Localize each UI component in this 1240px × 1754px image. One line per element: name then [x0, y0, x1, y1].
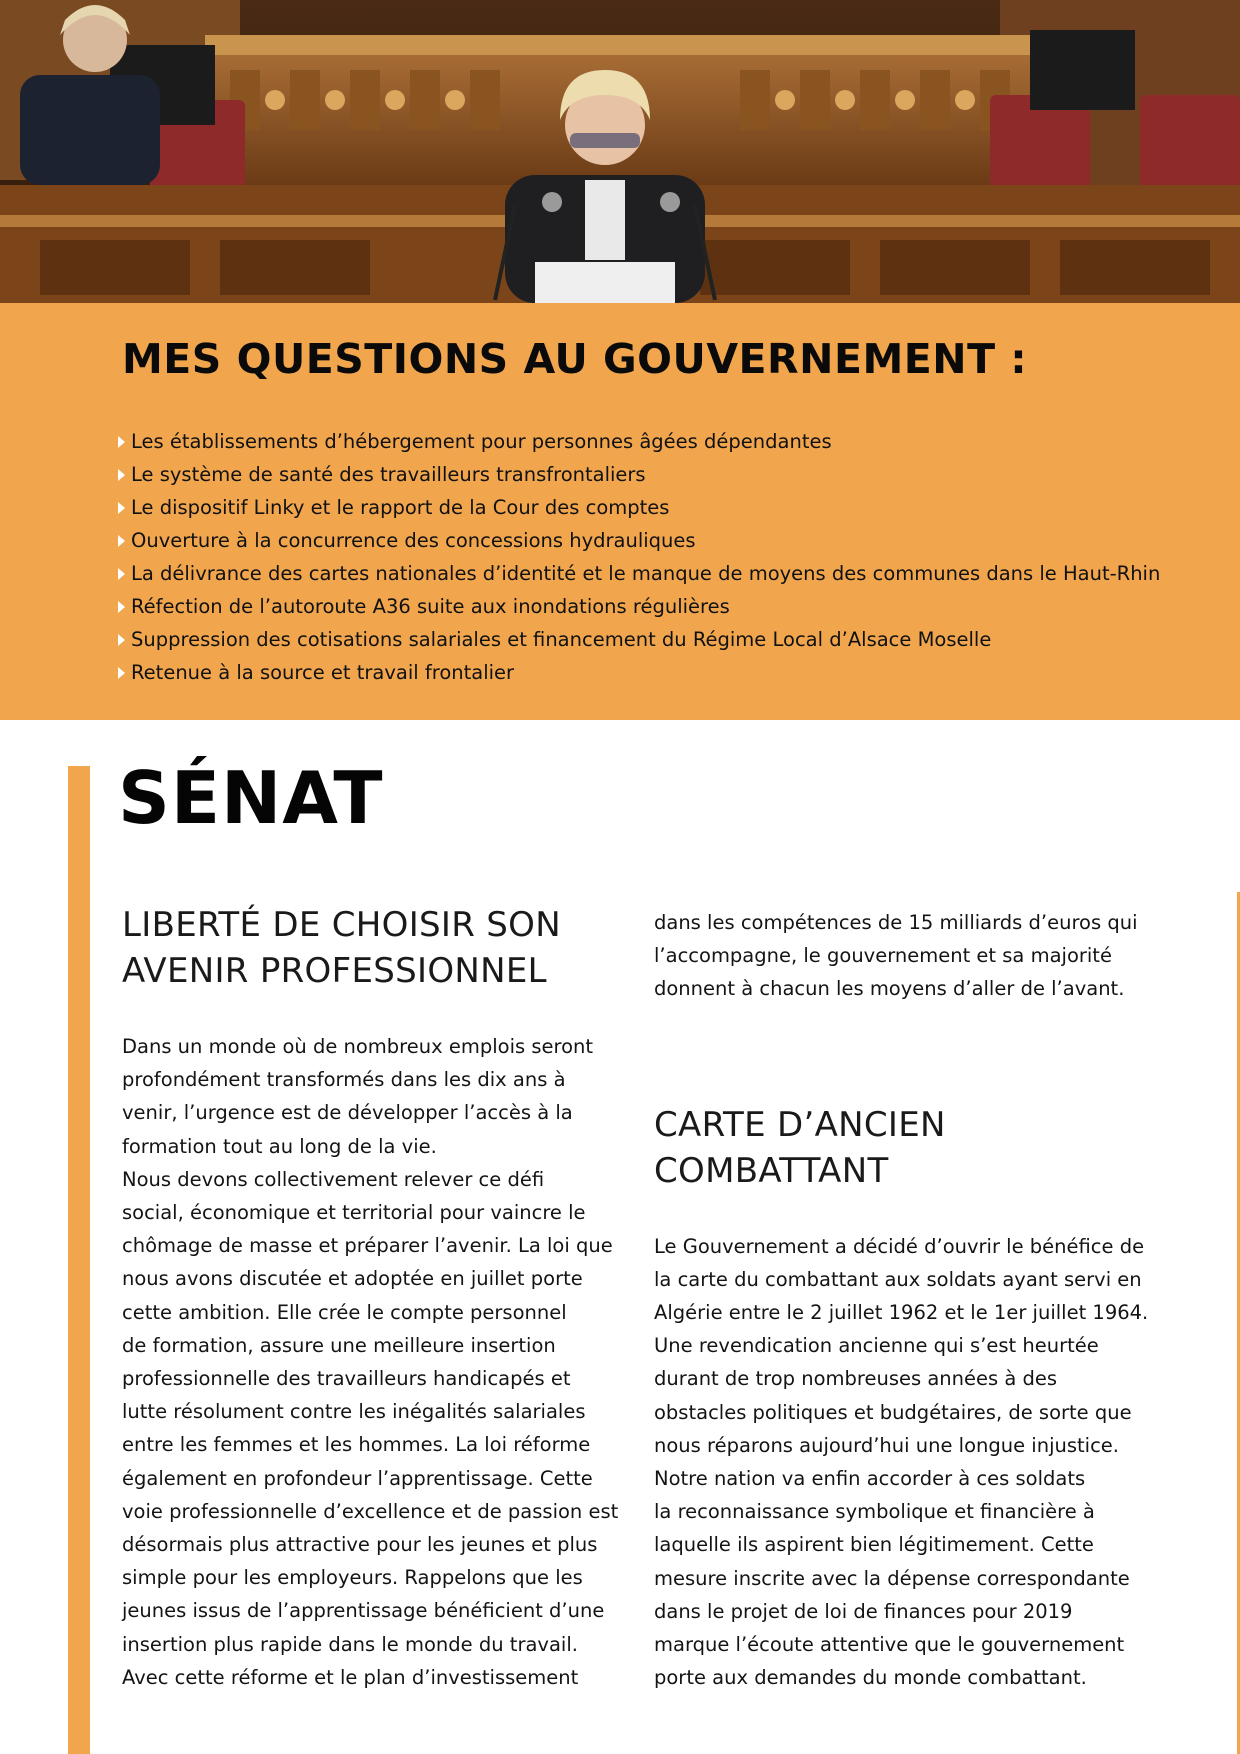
body-line: formation tout au long de la vie. [122, 1134, 437, 1158]
question-text: Les établissements d’hébergement pour personnes âgées dépendantes [131, 430, 832, 453]
body-line: dans les compétences de 15 milliards d’euros qui [654, 911, 1138, 934]
heading-line: LIBERTÉ DE CHOISIR SON [122, 905, 561, 945]
chevron-right-icon [118, 436, 125, 448]
body-line: profondément transformés dans les dix ans à [122, 1068, 566, 1092]
question-text: Ouverture à la concurrence des concessions hydrauliques [131, 529, 696, 552]
body-line: Avec cette réforme et le plan d’investissement [122, 1665, 579, 1689]
heading-line: CARTE D’ANCIEN [654, 1104, 946, 1145]
question-text: Suppression des cotisations salariales et financement du Régime Local d’Alsace Moselle [131, 628, 992, 651]
article-body [654, 1230, 1174, 1695]
body-line: voie professionnelle d’excellence et de passion est [122, 1499, 619, 1523]
article-heading [122, 902, 642, 994]
right-column [654, 906, 1174, 1694]
body-line: nous avons discutée et adoptée en juillet porte [122, 1267, 583, 1291]
article-formation [122, 902, 642, 1694]
article-heading [654, 1102, 1174, 1194]
article-body [122, 1030, 642, 1694]
body-line: mesure inscrite avec la dépense correspondante [654, 1566, 1130, 1590]
body-line: Dans un monde où de nombreux emplois seront [122, 1035, 594, 1058]
body-line: Le Gouvernement a décidé d’ouvrir le bénéfice de [654, 1234, 1145, 1258]
senate-chamber-photo [0, 0, 1240, 303]
chevron-right-icon [118, 469, 125, 481]
body-line: simple pour les employeurs. Rappelons que les [122, 1566, 583, 1590]
photo-illustration [0, 0, 1240, 303]
question-text: La délivrance des cartes nationales d’identité et le manque de moyens des communes dans le Haut-Rhin [131, 562, 1161, 585]
body-line: entre les femmes et les hommes. La loi réforme [122, 1433, 591, 1457]
question-text: Réfection de l’autoroute A36 suite aux inondations régulières [131, 595, 730, 618]
body-line: donnent à chacun les moyens d’aller de l’avant. [654, 977, 1125, 1001]
body-line: laquelle ils aspirent bien légitimement. Cette [654, 1533, 1094, 1557]
chevron-right-icon [118, 535, 125, 547]
body-line: lutte résolument contre les inégalités salariales [122, 1400, 586, 1424]
article-continuation [654, 906, 1174, 1006]
body-line: durant de trop nombreuses années à des [654, 1367, 1058, 1391]
list-item [118, 524, 1160, 557]
body-line: nous réparons aujourd’hui une longue injustice. [654, 1433, 1120, 1457]
body-line: insertion plus rapide dans le monde du travail. [122, 1632, 578, 1656]
chevron-right-icon [118, 568, 125, 580]
questions-band [0, 303, 1240, 720]
list-item [118, 656, 1160, 689]
body-line: social, économique et territorial pour vaincre le [122, 1201, 586, 1225]
list-item [118, 623, 1160, 656]
chevron-right-icon [118, 667, 125, 679]
heading-line: AVENIR PROFESSIONNEL [122, 951, 547, 991]
body-line: Algérie entre le 2 juillet 1962 et le 1er juillet 1964. [654, 1301, 1149, 1325]
question-text: Retenue à la source et travail frontalier [131, 661, 515, 684]
list-item [118, 425, 1160, 458]
body-line: de formation, assure une meilleure insertion [122, 1333, 556, 1357]
body-line: obstacles politiques et budgétaires, de sorte que [654, 1400, 1132, 1424]
section-title: SÉNAT [118, 756, 384, 840]
questions-list [118, 425, 1160, 689]
body-line: venir, l’urgence est de développer l’accès à la [122, 1101, 573, 1125]
questions-title: MES QUESTIONS AU GOUVERNEMENT : [122, 335, 1028, 383]
body-line: chômage de masse et préparer l’avenir. La loi que [122, 1234, 613, 1258]
body-line: dans le projet de loi de finances pour 2019 [654, 1599, 1073, 1623]
body-line: la reconnaissance symbolique et financière à [654, 1500, 1095, 1524]
body-line: Une revendication ancienne qui s’est heurtée [654, 1334, 1099, 1358]
question-text: Le système de santé des travailleurs transfrontaliers [131, 463, 646, 486]
heading-line: COMBATTANT [654, 1150, 889, 1191]
body-line: désormais plus attractive pour les jeunes et plus [122, 1533, 598, 1557]
list-item [118, 590, 1160, 623]
body-line: cette ambition. Elle crée le compte personnel [122, 1300, 567, 1324]
chevron-right-icon [118, 601, 125, 613]
question-text: Le dispositif Linky et le rapport de la Cour des comptes [131, 496, 670, 519]
body-line: porte aux demandes du monde combattant. [654, 1666, 1087, 1690]
body-line: Nous devons collectivement relever ce défi [122, 1167, 545, 1191]
list-item [118, 557, 1160, 590]
chevron-right-icon [118, 502, 125, 514]
article-combattant [654, 1102, 1174, 1695]
body-line: également en profondeur l’apprentissage. Cette [122, 1466, 593, 1490]
chevron-right-icon [118, 634, 125, 646]
body-line: l’accompagne, le gouvernement et sa majorité [654, 944, 1112, 968]
body-line: professionnelle des travailleurs handicapés et [122, 1367, 571, 1391]
list-item [118, 458, 1160, 491]
body-line: la carte du combattant aux soldats ayant servi en [654, 1267, 1142, 1291]
accent-sidebar [68, 766, 90, 1754]
list-item [118, 491, 1160, 524]
body-line: jeunes issus de l’apprentissage bénéficient d’une [122, 1599, 605, 1623]
body-line: Notre nation va enfin accorder à ces soldats [654, 1467, 1086, 1491]
body-line: marque l’écoute attentive que le gouvernement [654, 1633, 1125, 1657]
